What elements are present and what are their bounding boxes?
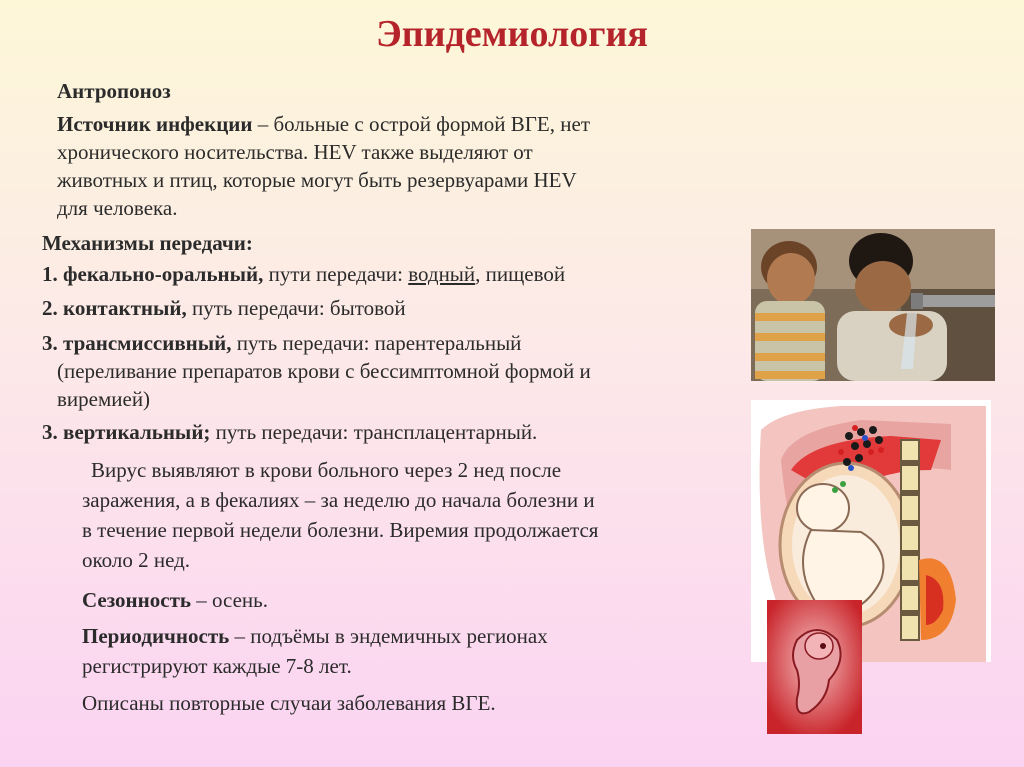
repeat-cases-text: Описаны повторные случаи заболевания ВГЕ. (82, 691, 496, 715)
water-route-link[interactable]: водный (408, 262, 476, 286)
mechanism-item-3: 3. трансмиссивный, путь передачи: парентеральный (42, 331, 522, 355)
anthroponosis-label: Антропоноз (57, 79, 171, 103)
virus-text-3: в течение первой недели болезни. Виремия продолжается (82, 518, 599, 542)
infection-source-text-4: для человека. (57, 196, 178, 220)
periodicity-text-1: – подъёмы в эндемичных регионах (229, 624, 548, 648)
virus-text-2: заражения, а в фекалиях – за неделю до начала болезни и (82, 488, 595, 512)
infection-source-text-3: животных и птиц, которые могут быть резервуарами HEV (57, 168, 577, 192)
embryo-photo (767, 600, 862, 734)
seasonality-value: – осень. (191, 588, 268, 612)
mechanism-item-2: 2. контактный, путь передачи: бытовой (42, 296, 406, 320)
seasonality-label: Сезонность (82, 588, 191, 612)
mechanism-name-3: трансмиссивный, (63, 331, 232, 355)
infection-source-label: Источник инфекции (57, 112, 253, 136)
periodicity-label: Периодичность (82, 624, 230, 648)
mechanism-item-1: 1. фекально-оральный, пути передачи: водный, пищевой (42, 262, 566, 286)
mechanism-item-3-text-2: (переливание препаратов крови с бессимптомной формой и (57, 359, 591, 383)
mechanism-name-4: вертикальный; (63, 420, 211, 444)
mechanisms-title: Механизмы передачи: (42, 231, 253, 255)
mechanism-name-1: фекально-оральный, (63, 262, 264, 286)
infection-source-text-1: – больные с острой формой ВГЕ, нет (252, 112, 590, 136)
periodicity-text-2: регистрируют каждые 7-8 лет. (82, 654, 352, 678)
mechanism-item-3-text-3: виремией) (57, 387, 151, 411)
virus-text-4: около 2 нед. (82, 548, 191, 572)
slide-title: Эпидемиология (376, 13, 648, 55)
seasonality (82, 586, 268, 614)
children-drinking-water-photo (751, 229, 995, 381)
virus-text-1: Вирус выявляют в крови больного через 2 нед после (91, 458, 562, 482)
infection-source-text-2: хронического носительства. HEV также выделяют от (57, 140, 533, 164)
mechanism-name-2: контактный, (63, 296, 187, 320)
mechanism-item-4: 3. вертикальный; путь передачи: трансплацентарный. (42, 420, 538, 444)
